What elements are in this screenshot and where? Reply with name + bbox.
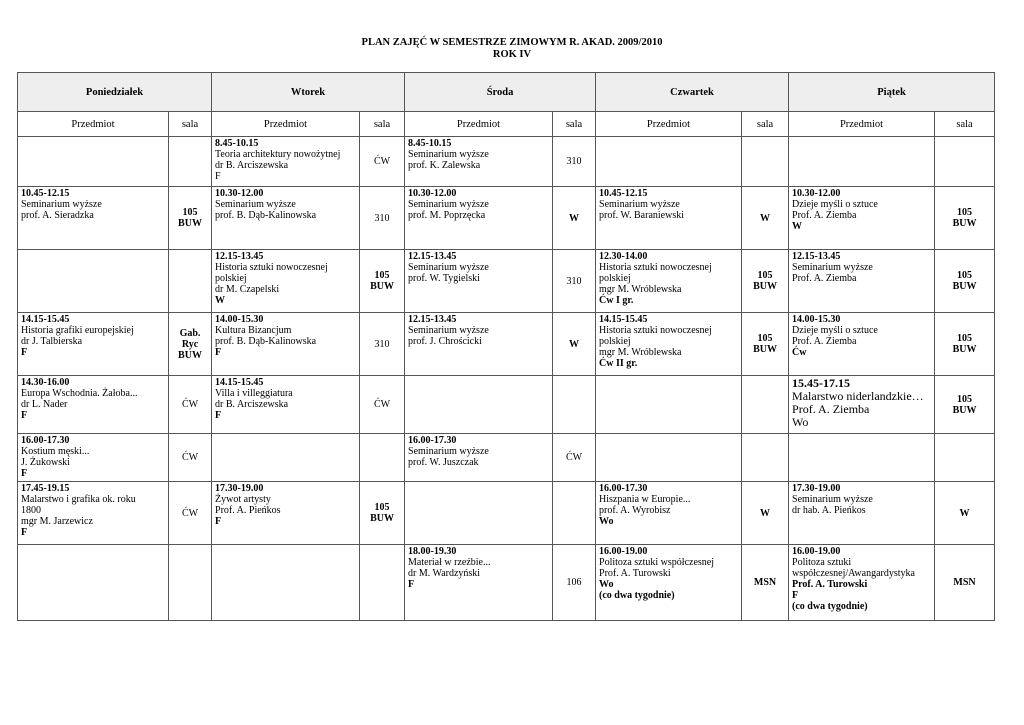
room-label: 310: [566, 156, 582, 167]
schedule-row: [18, 250, 995, 313]
class-cell: [18, 376, 169, 434]
schedule-row: [18, 137, 995, 187]
class-line: Wo: [599, 579, 614, 590]
room-label: BUW: [952, 218, 977, 229]
class-line: Seminarium wyższe: [408, 199, 489, 210]
class-cell: [18, 482, 169, 545]
room-label: BUW: [753, 344, 777, 355]
class-line: Wo: [792, 415, 809, 429]
room-cell: [360, 137, 405, 187]
class-line: polskiej: [599, 273, 631, 284]
class-line: W: [215, 295, 226, 306]
schedule-table: [17, 72, 995, 621]
class-cell: [18, 187, 169, 250]
room-label: BUW: [178, 349, 202, 361]
class-line: F: [215, 516, 222, 527]
class-cell: [18, 137, 169, 187]
class-line: Seminarium wyższe: [792, 262, 873, 273]
room-cell: [360, 434, 405, 482]
class-line: F: [408, 579, 415, 590]
room-cell: [742, 313, 789, 376]
room-label: Gab.: [179, 327, 201, 339]
class-time: 17.30-19.00: [215, 483, 264, 494]
day-header-tuesday: Wtorek: [212, 73, 405, 112]
class-cell: [212, 482, 360, 545]
room-label: 105: [757, 333, 773, 344]
class-line: Prof. A. Turowski: [792, 579, 868, 590]
class-line: Historia sztuki nowoczesnej: [215, 262, 328, 273]
class-cell: [789, 137, 935, 187]
class-cell: [18, 250, 169, 313]
class-line: mgr M. Wróblewska: [599, 284, 682, 295]
class-line: Seminarium wyższe: [599, 199, 680, 210]
class-line: współczesnej/Awangardystyka: [792, 568, 915, 579]
class-line: F: [215, 347, 222, 358]
class-line: mgr M. Jarzewicz: [21, 516, 93, 527]
class-cell: [405, 137, 553, 187]
class-cell: [405, 187, 553, 250]
room-label: 310: [566, 275, 582, 287]
room-cell: [742, 482, 789, 545]
day-header-row: [18, 73, 995, 112]
room-cell: [935, 187, 995, 250]
class-line: Prof. A. Ziemba: [792, 210, 857, 221]
class-time: 14.15-15.45: [599, 314, 648, 325]
room-cell: [553, 187, 596, 250]
class-time: 12.15-13.45: [408, 314, 457, 325]
room-label: 105: [374, 502, 390, 513]
class-line: polskiej: [599, 336, 631, 347]
day-header-thursday: Czwartek: [596, 73, 789, 112]
subject-header: Przedmiot: [405, 112, 553, 137]
room-cell: [553, 313, 596, 376]
class-time: 10.30-12.00: [408, 188, 457, 199]
room-label: 310: [374, 212, 390, 224]
class-time: 18.00-19.30: [408, 546, 457, 557]
class-cell: [405, 434, 553, 482]
class-time: 12.15-13.45: [408, 251, 457, 262]
class-line: prof. B. Dąb-Kalinowska: [215, 210, 317, 221]
room-cell: [742, 434, 789, 482]
class-line: Seminarium wyższe: [408, 262, 489, 273]
class-line: dr B. Arciszewska: [215, 160, 289, 171]
class-time: 12.15-13.45: [215, 251, 264, 262]
room-cell: [360, 250, 405, 313]
class-line: Politoza sztuki: [792, 557, 852, 568]
room-label: BUW: [178, 218, 202, 229]
class-line: J. Żukowski: [21, 457, 70, 468]
class-time: 14.30-16.00: [21, 377, 70, 388]
schedule-body: [18, 137, 995, 621]
class-time: 14.00-15.30: [215, 314, 264, 325]
class-cell: [405, 545, 553, 621]
class-cell: [212, 187, 360, 250]
class-time: 14.15-15.45: [21, 314, 70, 325]
class-line: prof. W. Tygielski: [408, 273, 480, 284]
class-line: Żywot artysty: [215, 494, 271, 505]
class-time: 12.15-13.45: [792, 251, 841, 262]
class-line: Kostium męski...: [21, 446, 90, 457]
subject-header: Przedmiot: [18, 112, 169, 137]
room-label: 105: [957, 270, 973, 281]
class-line: F: [21, 347, 28, 358]
room-cell: [553, 434, 596, 482]
room-header: sala: [742, 112, 789, 137]
class-time: 14.15-15.45: [215, 377, 264, 388]
subject-header: Przedmiot: [789, 112, 935, 137]
class-line: Ćw: [792, 347, 807, 358]
class-cell: [596, 187, 742, 250]
room-cell: [360, 313, 405, 376]
class-line: prof. A. Sieradzka: [21, 210, 94, 221]
class-cell: [405, 376, 553, 434]
class-line: Teoria architektury nowożytnej: [215, 149, 341, 160]
class-line: dr M. Czapelski: [215, 284, 280, 295]
class-line: prof. A. Wyrobisz: [599, 505, 671, 516]
room-label: 105: [757, 270, 773, 281]
class-cell: [789, 482, 935, 545]
class-cell: [405, 482, 553, 545]
room-cell: [935, 482, 995, 545]
class-line: Kultura Bizancjum: [215, 325, 292, 336]
class-time: 17.45-19.15: [21, 483, 70, 494]
class-line: Ćw I gr.: [599, 295, 634, 306]
class-line: Prof. A. Pieńkos: [215, 505, 281, 516]
class-cell: [596, 545, 742, 621]
class-time: 10.30-12.00: [215, 188, 264, 199]
room-cell: [169, 250, 212, 313]
class-line: prof. M. Poprzęcka: [408, 210, 486, 221]
document-title: PLAN ZAJĘĆ W SEMESTRZE ZIMOWYM R. AKAD. 2009/2010: [361, 37, 663, 48]
class-cell: [596, 376, 742, 434]
room-header: sala: [169, 112, 212, 137]
room-label: 105: [957, 333, 973, 344]
room-label: ĆW: [181, 507, 199, 519]
room-cell: [553, 137, 596, 187]
class-cell: [212, 376, 360, 434]
class-line: Seminarium wyższe: [408, 325, 489, 336]
class-time: 10.45-12.15: [599, 188, 648, 199]
class-time: 8.45-10.15: [408, 138, 452, 149]
schedule-row: [18, 187, 995, 250]
class-line: (co dwa tygodnie): [792, 601, 868, 612]
class-time: 12.30-14.00: [599, 251, 648, 262]
class-line: dr L. Nader: [21, 399, 68, 410]
class-line: prof. W. Baraniewski: [599, 210, 685, 221]
class-line: prof. W. Juszczak: [408, 457, 479, 468]
room-cell: [935, 376, 995, 434]
room-cell: [742, 250, 789, 313]
room-cell: [169, 376, 212, 434]
schedule-row: [18, 376, 995, 434]
class-line: dr B. Arciszewska: [215, 399, 289, 410]
room-label: BUW: [952, 344, 977, 355]
class-line: Villa i villeggiatura: [215, 388, 293, 399]
room-label: 105: [957, 393, 973, 405]
room-cell: [935, 434, 995, 482]
class-cell: [596, 250, 742, 313]
class-line: dr hab. A. Pieńkos: [792, 505, 866, 516]
class-line: Seminarium wyższe: [792, 494, 873, 505]
class-cell: [596, 482, 742, 545]
class-cell: [596, 137, 742, 187]
class-line: Seminarium wyższe: [215, 199, 296, 210]
room-label: 105: [182, 207, 198, 218]
room-label: W: [959, 507, 970, 519]
class-time: 10.30-12.00: [792, 188, 841, 199]
class-line: W: [792, 221, 803, 232]
room-header: sala: [553, 112, 596, 137]
class-time: 8.45-10.15: [215, 138, 259, 149]
class-cell: [405, 250, 553, 313]
room-cell: [742, 187, 789, 250]
class-cell: [789, 545, 935, 621]
room-cell: [935, 313, 995, 376]
day-header-friday: Piątek: [789, 73, 995, 112]
class-line: Historia sztuki nowoczesnej: [599, 325, 712, 336]
class-line: Seminarium wyższe: [21, 199, 102, 210]
class-line: prof. K. Zalewska: [408, 160, 481, 171]
class-cell: [18, 313, 169, 376]
column-header-row: [18, 112, 995, 137]
class-time: 16.00-17.30: [21, 435, 70, 446]
room-label: MSN: [753, 577, 777, 588]
class-line: Ćw II gr.: [599, 358, 638, 369]
class-line: Historia sztuki nowoczesnej: [599, 262, 712, 273]
class-line: prof. J. Chrościcki: [408, 336, 482, 347]
class-cell: [789, 376, 935, 434]
class-cell: [212, 313, 360, 376]
room-cell: [169, 482, 212, 545]
class-line: polskiej: [215, 273, 247, 284]
class-cell: [18, 545, 169, 621]
room-label: W: [569, 338, 580, 350]
class-time: 16.00-19.00: [792, 546, 841, 557]
room-label: W: [760, 212, 771, 224]
class-line: Politoza sztuki współczesnej: [599, 557, 714, 568]
room-cell: [360, 482, 405, 545]
schedule-row: [18, 434, 995, 482]
room-cell: [169, 187, 212, 250]
class-cell: [789, 313, 935, 376]
document-subtitle: ROK IV: [492, 49, 532, 60]
room-label: BUW: [370, 513, 394, 524]
room-cell: [169, 313, 212, 376]
class-time: 16.00-17.30: [408, 435, 457, 446]
class-cell: [212, 545, 360, 621]
schedule-row: [18, 313, 995, 376]
room-cell: [360, 376, 405, 434]
class-cell: [789, 434, 935, 482]
room-cell: [935, 545, 995, 621]
room-label: W: [569, 212, 580, 224]
room-cell: [553, 250, 596, 313]
class-line: F: [215, 410, 222, 421]
class-cell: [405, 313, 553, 376]
room-cell: [169, 434, 212, 482]
class-line: Wo: [599, 516, 614, 527]
class-line: Seminarium wyższe: [408, 149, 489, 160]
class-cell: [212, 137, 360, 187]
class-line: F: [21, 468, 28, 479]
class-line: Materiał w rzeźbie...: [408, 557, 491, 568]
room-label: BUW: [952, 404, 977, 416]
day-header-monday: Poniedziałek: [18, 73, 212, 112]
room-cell: [553, 545, 596, 621]
room-label: 310: [374, 338, 390, 350]
class-line: Historia grafiki europejskiej: [21, 325, 134, 336]
room-cell: [935, 250, 995, 313]
class-time: 10.45-12.15: [21, 188, 70, 199]
room-cell: [742, 137, 789, 187]
class-line: Dzieje myśli o sztuce: [792, 325, 878, 336]
room-cell: [742, 545, 789, 621]
class-time: 14.00-15.30: [792, 314, 841, 325]
class-line: Prof. A. Ziemba: [792, 336, 857, 347]
room-cell: [360, 187, 405, 250]
class-line: prof. B. Dąb-Kalinowska: [215, 336, 317, 347]
room-label: BUW: [753, 281, 777, 292]
room-label: ĆW: [181, 452, 199, 463]
room-cell: [553, 376, 596, 434]
class-line: mgr M. Wróblewska: [599, 347, 682, 358]
class-cell: [212, 250, 360, 313]
room-cell: [360, 545, 405, 621]
class-line: Prof. A. Ziemba: [792, 273, 857, 284]
room-label: W: [760, 507, 771, 519]
room-label: BUW: [952, 281, 977, 292]
room-label: BUW: [370, 281, 394, 292]
room-label: ĆW: [565, 452, 583, 463]
class-time: 16.00-17.30: [599, 483, 648, 494]
class-line: F: [21, 527, 28, 538]
class-line: 1800: [21, 505, 41, 516]
subject-header: Przedmiot: [212, 112, 360, 137]
room-cell: [742, 376, 789, 434]
class-cell: [596, 434, 742, 482]
room-label: 105: [957, 207, 973, 218]
class-line: Hiszpania w Europie...: [599, 494, 691, 505]
room-label: ĆW: [181, 399, 199, 410]
room-cell: [553, 482, 596, 545]
class-cell: [18, 434, 169, 482]
class-line: Malarstwo i grafika ok. roku: [21, 494, 136, 505]
subject-header: Przedmiot: [596, 112, 742, 137]
room-label: ĆW: [373, 399, 391, 410]
class-time: 15.45-17.15: [792, 376, 851, 390]
room-cell: [169, 137, 212, 187]
room-cell: [935, 137, 995, 187]
room-label: 106: [566, 577, 582, 588]
room-label: MSN: [953, 577, 976, 588]
class-cell: [212, 434, 360, 482]
room-header: sala: [360, 112, 405, 137]
class-line: Europa Wschodnia. Żałoba...: [21, 388, 138, 399]
class-line: Dzieje myśli o sztuce: [792, 199, 878, 210]
class-line: dr M. Wardzyński: [408, 568, 481, 579]
class-cell: [789, 187, 935, 250]
class-time: 16.00-19.00: [599, 546, 648, 557]
class-line: F: [792, 590, 799, 601]
class-line: Prof. A. Turowski: [599, 568, 671, 579]
class-line: (co dwa tygodnie): [599, 590, 675, 601]
class-cell: [789, 250, 935, 313]
room-label: 105: [374, 270, 390, 281]
class-line: F: [215, 171, 221, 182]
room-label: ĆW: [373, 156, 391, 167]
class-line: Prof. A. Ziemba: [792, 402, 870, 416]
class-cell: [596, 313, 742, 376]
room-label: Ryc: [181, 338, 199, 350]
schedule-row: [18, 545, 995, 621]
class-line: dr J. Talbierska: [21, 336, 83, 347]
room-header: sala: [935, 112, 995, 137]
class-line: Seminarium wyższe: [408, 446, 489, 457]
class-line: F: [21, 410, 28, 421]
class-time: 17.30-19.00: [792, 483, 841, 494]
room-cell: [169, 545, 212, 621]
day-header-wednesday: Środa: [405, 73, 596, 112]
schedule-row: [18, 482, 995, 545]
class-line: Malarstwo niderlandzkie…: [792, 389, 924, 403]
